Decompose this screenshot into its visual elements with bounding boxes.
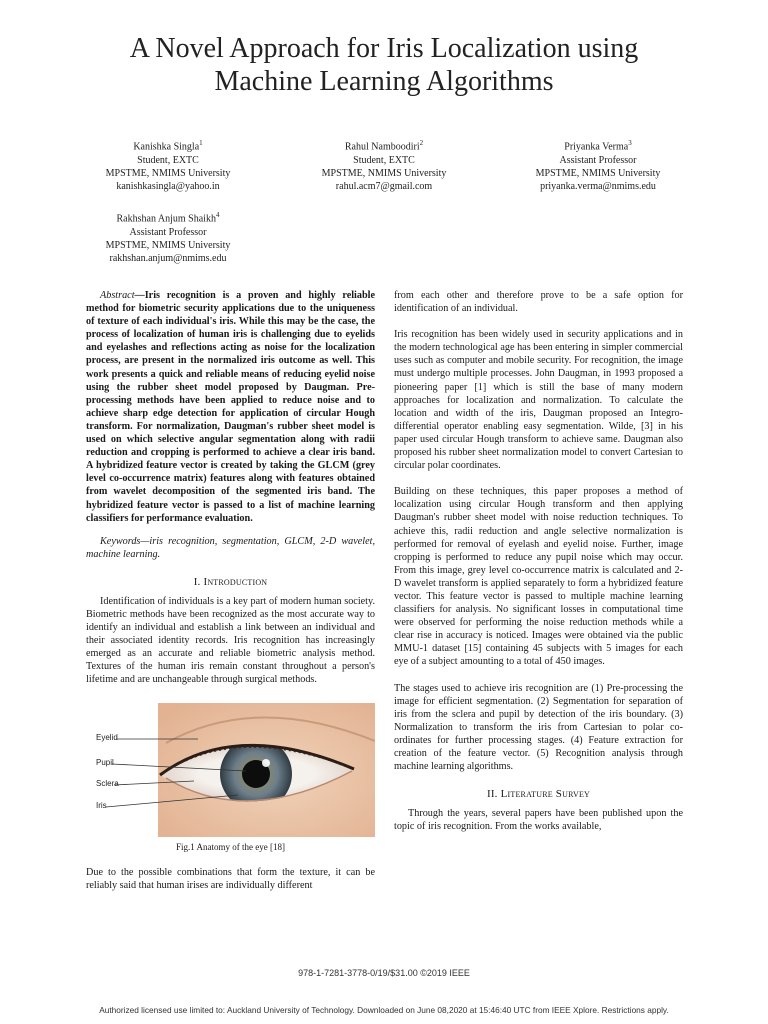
right-paragraph-0: from each other and therefore prove to be a safe option for identification of an individual. [394, 290, 683, 315]
label-eyelid: Eyelid [96, 732, 118, 742]
author-role: Assistant Professor [129, 226, 207, 238]
author-name: Priyanka Verma [564, 141, 629, 153]
author-name: Rahul Namboodiri [344, 141, 420, 153]
abstract-lead: Abstract [100, 290, 135, 301]
author-role: Student, EXTC [137, 154, 199, 166]
right-paragraph-3: The stages used to achieve iris recognition are (1) Pre-processing the image for efficient segmentation. (2) Segmentation for separation of iris from the sclera and pupil by detection of the iris boundary. (3) Normalization to transform the iris from Cartesian to polar co-ordinates for further processing stages. (4) Feature extraction for creation of the feature vector. (5) Recognition analysis through machine learning algorithms. [394, 682, 683, 773]
intro-paragraph-1: Identification of individuals is a key part of modern human society. Biometric methods have been recognized as the most accurate way to identify an individual and establish a link between an individual and their associated identity records. Iris recognition has increasingly emerged as an accurate and reliable biometric analysis method. Textures of the human iris remain constant throughout a person's lifetime and are unchangeable through surgical methods. [86, 595, 375, 686]
author-block-2 [284, 137, 484, 194]
author-email: rahul.acm7@gmail.com [335, 181, 433, 193]
figure-caption: Fig.1 Anatomy of the eye [18] [176, 841, 285, 852]
right-paragraph-2: Building on these techniques, this paper proposes a method of localization using circular Hough transform and then applying Daugman's rubber sheet model with noise reduction techniques. To achieve this, radii reduction and angle selective normalization is performed for removal of eyelash and eyelid noise. Further, image cropping is performed to reduce any pupil noise which may occur. From this image, grey level co-occurrence matrix is calculated and 2-D wavelet transform is applied separately to form a hybridized feature vector. This feature vector is passed to multiple machine learning classifiers for analysis. No significant losses in computational time were observed for performing the noise reduction methods while a clear rise in accuracy is noticed. Images were obtained via the public MMU-1 dataset [15] containing 45 subjects with 5 images for each eye of a subject amounting to a total of 450 images. [394, 486, 683, 668]
author-sup: 3 [628, 139, 632, 147]
section-heading-introduction: I. Introduction [193, 575, 268, 588]
author-email: kanishkasingla@yahoo.in [116, 181, 220, 193]
author-name: Rakhshan Anjum Shaikh [116, 213, 216, 225]
title-line-2: Machine Learning Algorithms [214, 66, 554, 97]
right-paragraph-4: Through the years, several papers have been published upon the topic of iris recognition. From the works available, [394, 808, 683, 833]
author-sup: 2 [419, 139, 424, 147]
footer-isbn: 978-1-7281-3778-0/19/$31.00 ©2019 IEEE [298, 968, 470, 978]
author-affiliation: MPSTME, NMIMS University [321, 167, 447, 179]
author-affiliation: MPSTME, NMIMS University [105, 167, 231, 179]
label-sclera: Sclera [96, 778, 119, 788]
author-block-3 [498, 137, 698, 194]
title-line-1: A Novel Approach for Iris Localization using [129, 33, 639, 64]
author-affiliation: MPSTME, NMIMS University [535, 167, 661, 179]
eye-image [86, 703, 375, 837]
author-role: Student, EXTC [353, 154, 415, 166]
footer-license: Authorized licensed use limited to: Auckland University of Technology. Downloaded on June 08,2020 at 15:46:40 UTC from IEEE Xplore. Restrictions apply. [99, 1005, 669, 1015]
intro-paragraph-2: Due to the possible combinations that form the texture, it can be reliably said that human irises are individually different [86, 866, 375, 891]
author-email: priyanka.verma@nmims.edu [540, 181, 656, 193]
author-email: rakhshan.anjum@nmims.edu [109, 253, 227, 265]
author-name: Kanishka Singla [133, 141, 200, 153]
left-column [86, 289, 375, 892]
author-affiliation: MPSTME, NMIMS University [105, 239, 231, 251]
paper-title [40, 32, 728, 98]
abstract [86, 289, 375, 525]
keywords: Keywords—iris recognition, segmentation, GLCM, 2-D wavelet, machine learning. [86, 535, 375, 560]
author-sup: 4 [215, 211, 220, 219]
abstract-text: —Iris recognition is a proven and highly reliable method for biometric security applications due to the uniqueness of texture of each individual's iris. While this may be the case, the process of localization of human iris is challenging due to eyelids and eyelashes and reflections acting as noise for the localization process, are present in the normalized iris outcome as well. This work presents a quick and reliable means of reducing eyelid noise using the rubber sheet model proposed by Daugman. Pre-processing methods have been applied to reduce noise and to achieve sharp edge detection for application of circular Hough transform. For normalization, Daugman's rubber sheet model is used on which selective angular segmentation along with radii reduction and cropping is performed to achieve a clear iris band. A hybridized feature vector is created by taking the GLCM (grey level co-occurrence matrix) features along with features obtained from wavelet decomposition of the segmented iris band. The hybridized feature vector is passed to a list of machine learning classifiers for performance evaluation. [86, 290, 375, 524]
author-block-1 [68, 137, 268, 194]
right-column [394, 289, 683, 833]
label-pupil: Pupil [96, 757, 114, 767]
author-block-4 [68, 209, 268, 266]
right-paragraph-1: Iris recognition has been widely used in security applications and in the modern technological age has been entering in simpler commercial uses such as computer and mobile security. For recognition, the image must undergo multiple processes. John Daugman, in 1993 proposed a pioneering paper [1] which is still the base of many modern approaches for localization and normalization. To calculate the location and width of the iris, Daugman proposed an Integro-differential operator enabling easy segmentation. Wilde, [3] in his paper used circular Hough transform to achieve same. Daugman also proposed his rubber sheet normalization model to convert Cartesian to circular polar coordinates. [394, 329, 683, 472]
author-role: Assistant Professor [559, 154, 637, 166]
author-sup: 1 [199, 139, 203, 147]
eye-anatomy-figure [86, 703, 375, 837]
label-iris: Iris [96, 800, 107, 810]
section-heading-literature-survey: II. Literature Survey [486, 788, 591, 801]
